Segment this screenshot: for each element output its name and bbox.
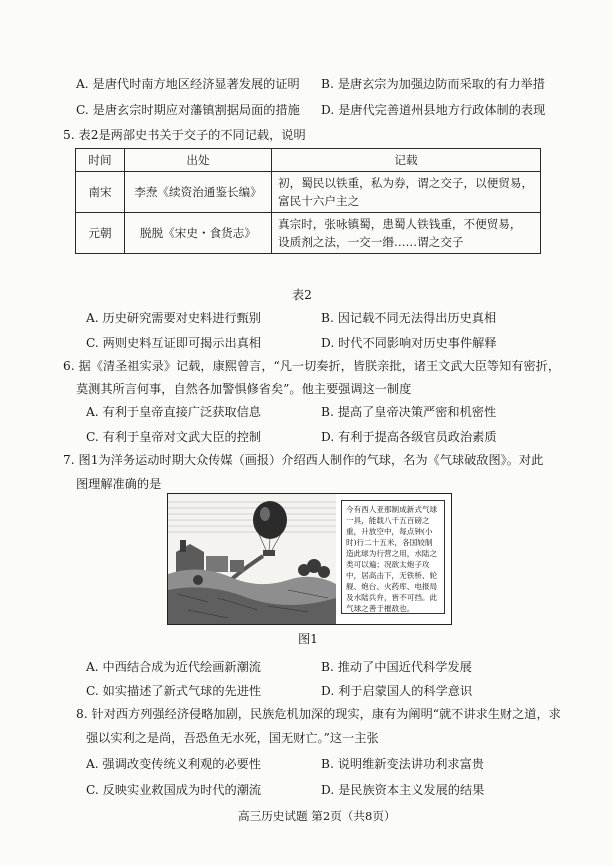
q6-option-d: D. 有利于提高各级官员政治素质 bbox=[321, 430, 497, 444]
header-source: 出处 bbox=[125, 149, 272, 172]
row2-record-line1: 真宗时，张咏镇蜀，患蜀人铁钱重，不便贸易， bbox=[278, 217, 522, 231]
row1-record-line2: 富民十六户主之 bbox=[278, 194, 360, 208]
q7-option-c: C. 如实描述了新式气球的先进性 bbox=[86, 684, 262, 698]
q4-option-b: B. 是唐玄宗为加强边防而采取的有力举措 bbox=[321, 77, 545, 91]
header-record: 记载 bbox=[272, 149, 541, 172]
q6-option-a: A. 有利于皇帝直接广泛获取信息 bbox=[86, 405, 261, 419]
q8-option-a: A. 强调改变传统义利观的必要性 bbox=[86, 757, 261, 771]
table-2 bbox=[75, 148, 541, 254]
q4-option-d: D. 是唐代完善道州县地方行政体制的表现 bbox=[321, 103, 546, 117]
row1-source: 李焘《续资治通鉴长编》 bbox=[125, 172, 272, 213]
row2-source: 脱脱《宋史・食货志》 bbox=[125, 213, 272, 254]
header-time: 时间 bbox=[76, 149, 125, 172]
q8-option-c: C. 反映实业救国成为时代的潮流 bbox=[86, 783, 262, 797]
q5-option-a: A. 历史研究需要对史料进行甄别 bbox=[86, 311, 261, 325]
row2-record-line2: 设质剂之法，一交一缗……谓之交子 bbox=[278, 235, 464, 249]
q8-option-b: B. 说明维新变法讲功利求富贵 bbox=[321, 757, 484, 771]
q5-stem: 5. 表2是两部史书关于交子的不同记载，说明 bbox=[63, 128, 306, 142]
table-header-row bbox=[76, 149, 541, 172]
q6-stem-line2: 莫测其所言何事，自然各加警惧修省矣”。他主要强调这一制度 bbox=[76, 382, 412, 396]
table-row bbox=[76, 172, 541, 213]
q5-option-c: C. 两则史料互证即可揭示出真相 bbox=[86, 336, 262, 350]
q7-stem-line1: 7. 图1为洋务运动时期大众传媒（画报）介绍西人制作的气球，名为《气球破敌图》。对此 bbox=[63, 453, 544, 467]
q4-option-a: A. 是唐代时南方地区经济显著发展的证明 bbox=[76, 77, 300, 91]
q7-option-b: B. 推动了中国近代科学发展 bbox=[321, 660, 472, 674]
q6-option-b: B. 提高了皇帝决策严密和机密性 bbox=[321, 405, 497, 419]
q6-stem-line1: 6. 据《清圣祖实录》记载，康熙曾言，“凡一切奏折，皆朕亲批，诸王文武大臣等知有密折， bbox=[63, 359, 561, 373]
row2-record bbox=[272, 213, 541, 254]
q7-option-d: D. 利于启蒙国人的科学意识 bbox=[321, 684, 473, 698]
page-footer: 高三历史试题 第2页（共8页） bbox=[238, 809, 396, 823]
figure-1 bbox=[167, 493, 452, 625]
q7-option-a: A. 中西结合成为近代绘画新潮流 bbox=[86, 660, 261, 674]
q4-option-c: C. 是唐玄宗时期应对藩镇割据局面的措施 bbox=[76, 103, 300, 117]
q6-option-c: C. 有利于皇帝对文武大臣的控制 bbox=[86, 430, 262, 444]
balloon-engraving-image bbox=[168, 494, 336, 624]
figure-1-caption: 图1 bbox=[298, 632, 318, 646]
q8-stem-line2: 强以实利之是尚，吾恐鱼无水死，国无财亡。”这一主张 bbox=[86, 731, 379, 745]
q8-stem-line1: 8. 针对西方列强经济侵略加剧，民族危机加深的现实，康有为阐明“就不讲求生财之道，求 bbox=[76, 707, 561, 721]
row1-record-line1: 初，蜀民以铁重，私为券，谓之交子，以便贸易， bbox=[278, 176, 534, 190]
table-row bbox=[76, 213, 541, 254]
row1-record bbox=[272, 172, 541, 213]
figure-1-caption-text: 今有西人亚那制成新式气球一具，能载八千五百磅之重，升放空中，每点钟(小时)行二十五米，各国较制造此球为行营之用，水陆之类可以遍；况欲太炮子攻中，居高击下，无铁桥、轮舰、炮台、火药库、电报局及水陆兵弁，皆不可挡。此气球之善于摧敌也。 bbox=[341, 500, 445, 614]
row1-time: 南宋 bbox=[76, 172, 125, 213]
q7-stem-line2: 图理解准确的是 bbox=[76, 477, 162, 491]
row2-time: 元朝 bbox=[76, 213, 125, 254]
q5-option-d: D. 时代不同影响对历史事件解释 bbox=[321, 336, 497, 350]
table-2-caption: 表2 bbox=[292, 288, 312, 302]
q5-option-b: B. 因记载不同无法得出历史真相 bbox=[321, 311, 497, 325]
q8-option-d: D. 是民族资本主义发展的结果 bbox=[321, 783, 485, 797]
